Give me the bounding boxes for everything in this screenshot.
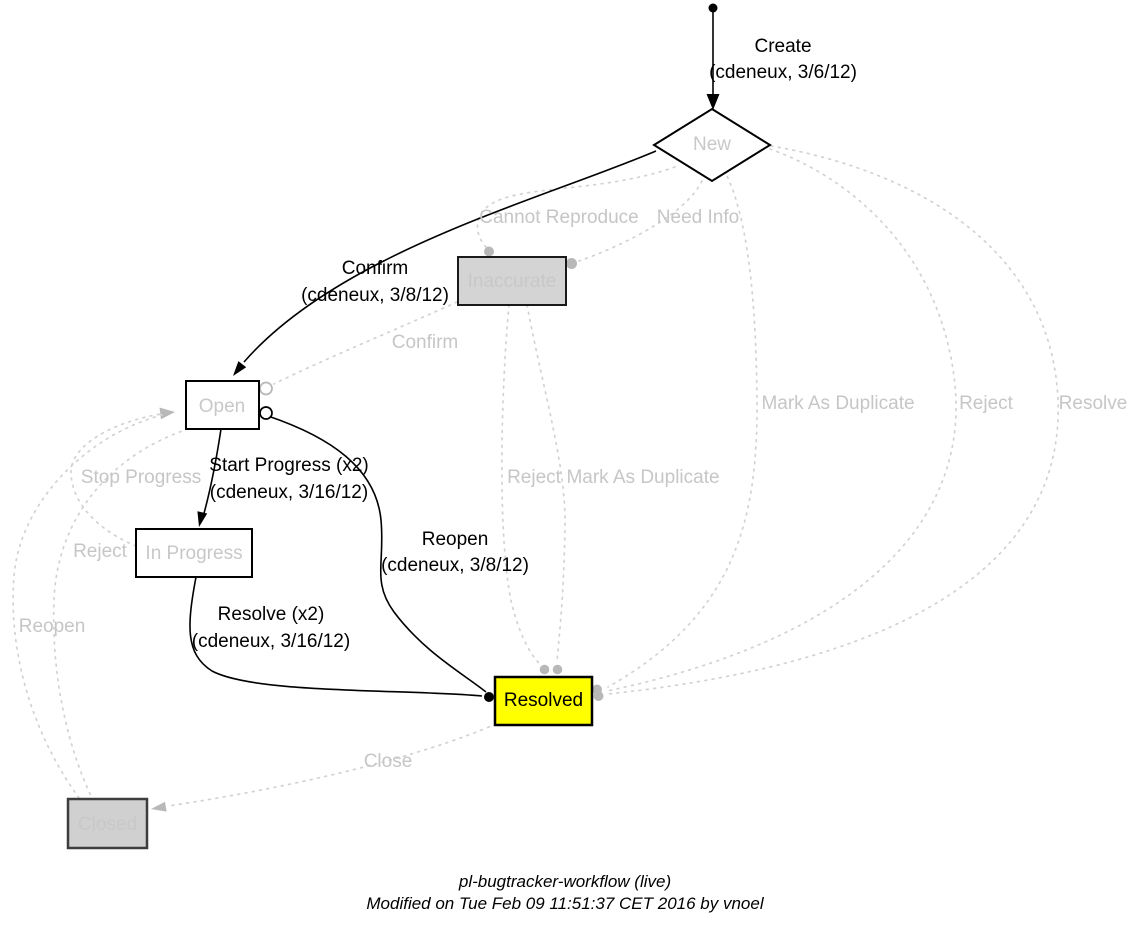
edge-label-reject-inaccurate: Reject <box>507 467 561 488</box>
footer-title: pl-bugtracker-workflow (live) <box>458 872 672 891</box>
edge-create-arrowhead <box>707 94 720 110</box>
edge-reopen-arrow-circle <box>260 407 272 419</box>
start-node[interactable] <box>709 4 718 13</box>
node-resolved-label: Resolved <box>503 690 584 711</box>
edge-confirm-pending-arrow-circle <box>260 383 272 395</box>
executed-edge-labels <box>192 36 857 652</box>
edge-confirm-executed <box>244 151 656 362</box>
edge-label-resolve-new: Resolve <box>1058 393 1128 414</box>
edge-into-open-arrowhead <box>160 408 176 420</box>
edge-label-reopen-closed: Reopen <box>18 616 86 637</box>
edge-confirm-arrowhead <box>233 361 246 376</box>
footer-modified: Modified on Tue Feb 09 11:51:37 CET 2016 by vnoel <box>366 894 764 913</box>
edge-label-resolve-detail: (cdeneux, 3/16/12) <box>191 631 351 652</box>
edge-close <box>168 724 496 806</box>
edge-close-arrowhead <box>151 802 167 812</box>
edge-mark-as-duplicate-from-new <box>608 170 757 687</box>
edge-into-resolved-top-dot-1 <box>540 665 550 675</box>
edge-label-mark-as-duplicate-new: Mark As Duplicate <box>761 393 915 414</box>
edge-cannot-reproduce-arrow-dot <box>484 247 494 257</box>
node-inaccurate-label: Inaccurate <box>467 271 557 292</box>
edge-label-start-progress-detail: (cdeneux, 3/16/12) <box>209 482 369 503</box>
node-closed-label: Closed <box>77 814 138 835</box>
edge-resolve-arrow-dot <box>484 692 494 702</box>
edge-label-reject-open: Reject <box>73 541 127 562</box>
edge-label-start-progress: Start Progress (x2) <box>209 455 369 476</box>
edge-label-need-info: Need Info <box>656 207 740 228</box>
edge-label-reopen-detail: (cdeneux, 3/8/12) <box>381 555 529 576</box>
edge-label-confirm-detail: (cdeneux, 3/8/12) <box>301 285 449 306</box>
edge-label-confirm: Confirm <box>341 258 409 279</box>
node-in-progress-label: In Progress <box>145 543 243 564</box>
edge-label-resolve: Resolve (x2) <box>217 604 325 625</box>
edge-label-cannot-reproduce: Cannot Reproduce <box>479 207 639 228</box>
node-new-label: New <box>692 134 732 155</box>
edge-need-info-arrow-dot <box>566 258 577 269</box>
node-open-label: Open <box>198 396 246 417</box>
edge-label-stop-progress: Stop Progress <box>80 467 202 488</box>
edge-into-resolved-top-dot-2 <box>553 665 563 675</box>
edge-label-close: Close <box>363 751 413 772</box>
edge-label-create: Create <box>754 36 812 57</box>
footer <box>366 872 764 913</box>
edge-label-mark-as-duplicate-inaccurate: Mark As Duplicate <box>566 467 720 488</box>
edge-label-create-detail: (cdeneux, 3/6/12) <box>709 62 857 83</box>
edge-into-resolved-right-dot-2 <box>594 691 604 701</box>
edge-label-reopen: Reopen <box>421 529 489 550</box>
edge-label-reject-new: Reject <box>959 393 1013 414</box>
edge-reject-from-new <box>607 149 956 691</box>
edge-start-progress-arrowhead <box>197 511 207 527</box>
edge-resolve-from-new <box>608 146 1058 694</box>
edge-label-confirm-pending: Confirm <box>391 332 459 353</box>
